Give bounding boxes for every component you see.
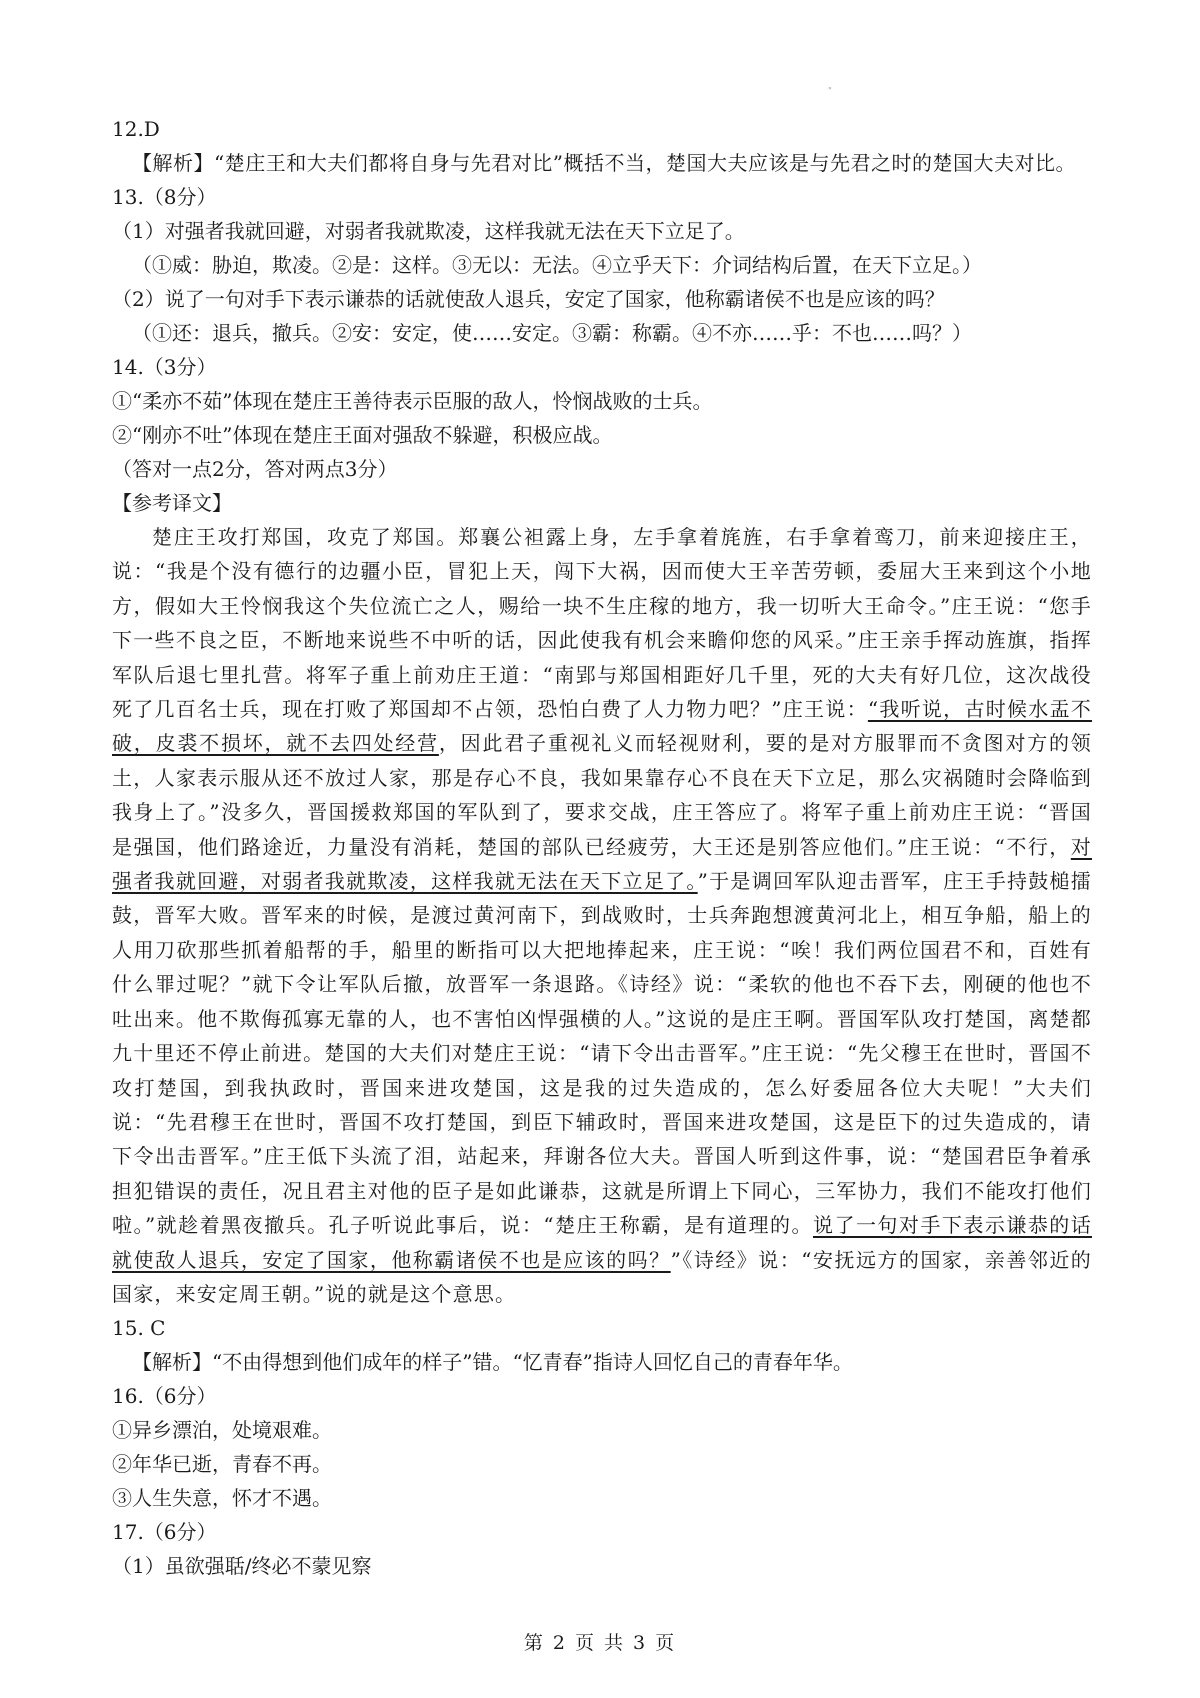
- q17-header: 17.（6分）: [112, 1520, 217, 1545]
- q15-analysis: 【解析】“不由得想到他们成年的样子”错。“忆青春”指诗人回忆自己的青春年华。: [132, 1350, 853, 1375]
- q15-answer: 15. C: [112, 1316, 166, 1341]
- q13-note-1: （①威：胁迫，欺凌。②是：这样。③无以：无法。④立乎天下：介词结构后置，在天下立足。）: [132, 253, 982, 277]
- answer-content: [112, 112, 1092, 1583]
- translation-segment: ，因此君子重视礼义而轻视财利，要的是对方服罪而不贪图对方的领土，人家表示服从还不放过人家，那是存心不良，我如果靠存心不良在天下立足，那么灾祸随时会降临到我身上了。”没多久，晋国援救郑国的军队到了，要求交战，庄王答应了。将军子重上前劝庄王说：“晋国是强国，他们路途近，力量没有消耗，楚国的部队已经疲劳，大王还是别答应他们。”庄王说：“不行，: [112, 731, 1093, 859]
- translation-underlined-quote: 对强者我就回避，对弱者我就欺凌，这样我就无法在天下立足了。: [112, 834, 1092, 894]
- translation-segment: 楚庄王攻打郑国，攻克了郑国。郑襄公袒露上身，左手拿着旄旌，右手拿着鸾刀，前来迎接庄王，说：“我是个没有德行的边疆小臣，冒犯上天，闯下大祸，因而使大王辛苦劳顿，委屈大王来到这个小地方，假如大王怜悯我这个失位流亡之人，赐给一块不生庄稼的地方，我一切听大王命令。”庄王说：“您手下一些不良之臣，不断地来说些不中听的话，因此使我有机会来瞻仰您的风采。”庄王亲手挥动旌旗，指挥军队后退七里扎营。将军子重上前劝庄王道：“南郢与郑国相距好几千里，死的大夫有好几位，这次战役死了几百名士兵，现在打败了郑国却不占领，恐怕白费了人力物力吧？”庄王说：: [112, 525, 1092, 722]
- q13-answer-2: （2）说了一句对手下表示谦恭的话就使敌人退兵，安定了国家，他称霸诸侯不也是应该的吗？: [112, 287, 945, 311]
- q16-point-3: ③人生失意，怀才不遇。: [112, 1486, 332, 1511]
- q14-scoring-note: （答对一点2分，答对两点3分）: [112, 457, 398, 481]
- q16-header: 16.（6分）: [112, 1384, 217, 1409]
- translation-underlined-quote: 说了一句对手下表示谦恭的话就使敌人退兵，安定了国家，他称霸诸侯不也是应该的吗？: [112, 1213, 1092, 1272]
- q12-answer: 12.D: [112, 117, 160, 141]
- q14-header: 14.（3分）: [112, 355, 217, 379]
- q16-point-2: ②年华已逝，青春不再。: [112, 1452, 332, 1477]
- q14-point-1: ①“柔亦不茹”体现在楚庄王善待表示臣服的敌人，怜悯战败的士兵。: [112, 389, 713, 413]
- translation-text: [112, 520, 1092, 1311]
- translation-title: 【参考译文】: [112, 491, 232, 515]
- q17-point-1: （1）虽欲强聒/终必不蒙见察: [112, 1554, 372, 1579]
- translation-underlined-quote: “我听说，古时候水盂不破，皮裘不损坏，就不去四处经营: [112, 697, 1092, 756]
- q13-note-2: （①还：退兵，撤兵。②安：安定，使……安定。③霸：称霸。④不亦……乎：不也……吗？）: [132, 321, 972, 345]
- scan-mark: ": [828, 86, 832, 95]
- q14-point-2: ②“刚亦不吐”体现在楚庄王面对强敌不躲避，积极应战。: [112, 423, 613, 447]
- q13-header: 13.（8分）: [112, 185, 217, 209]
- q12-analysis: 【解析】“楚庄王和大夫们都将自身与先君对比”概括不当，楚国大夫应该是与先君之时的楚国大夫对比。: [132, 151, 1076, 175]
- translation-segment: ”于是调回军队迎击晋军，庄王手持鼓槌擂鼓，晋军大败。晋军来的时候，是渡过黄河南下，到战败时，士兵奔跑想渡黄河北上，相互争船，船上的人用刀砍那些抓着船帮的手，船里的断指可以大把地捧起来，庄王说：“唉！我们两位国君不和，百姓有什么罪过呢？”就下令让军队后撤，放晋军一条退路。《诗经》说：“柔软的他也不吞下去，刚硬的他也不吐出来。他不欺侮孤寡无靠的人，也不害怕凶悍强横的人。”这说的是庄王啊。晋国军队攻打楚国，离楚都九十里还不停止前进。楚国的大夫们对楚庄王说：“请下令出击晋军。”庄王说：“先父穆王在世时，晋国不攻打楚国，到我执政时，晋国来进攻楚国，这是我的过失造成的，怎么好委屈各位大夫呢！”大夫们说：“先君穆王在世时，晋国不攻打楚国，到臣下辅政时，晋国来进攻楚国，这是臣下的过失造成的，请下令出击晋军。”庄王低下头流了泪，站起来，拜谢各位大夫。晋国人听到这件事，说：“楚国君臣争着承担犯错误的责任，况且君主对他的臣子是如此谦恭，这就是所谓上下同心，三军协力，我们不能攻打他们啦。”就趁着黑夜撤兵。孔子听说此事后，说：“楚庄王称霸，是有道理的。: [112, 869, 1092, 1238]
- translation-segment: ”《诗经》说：“安抚远方的国家，亲善邻近的国家，来安定周王朝。”说的就是这个意思。: [112, 1247, 1093, 1306]
- page-number-footer: 第 2 页 共 3 页: [523, 1632, 677, 1654]
- q16-point-1: ①异乡漂泊，处境艰难。: [112, 1418, 332, 1443]
- q13-answer-1: （1）对强者我就回避，对弱者我就欺凌，这样我就无法在天下立足了。: [112, 219, 745, 243]
